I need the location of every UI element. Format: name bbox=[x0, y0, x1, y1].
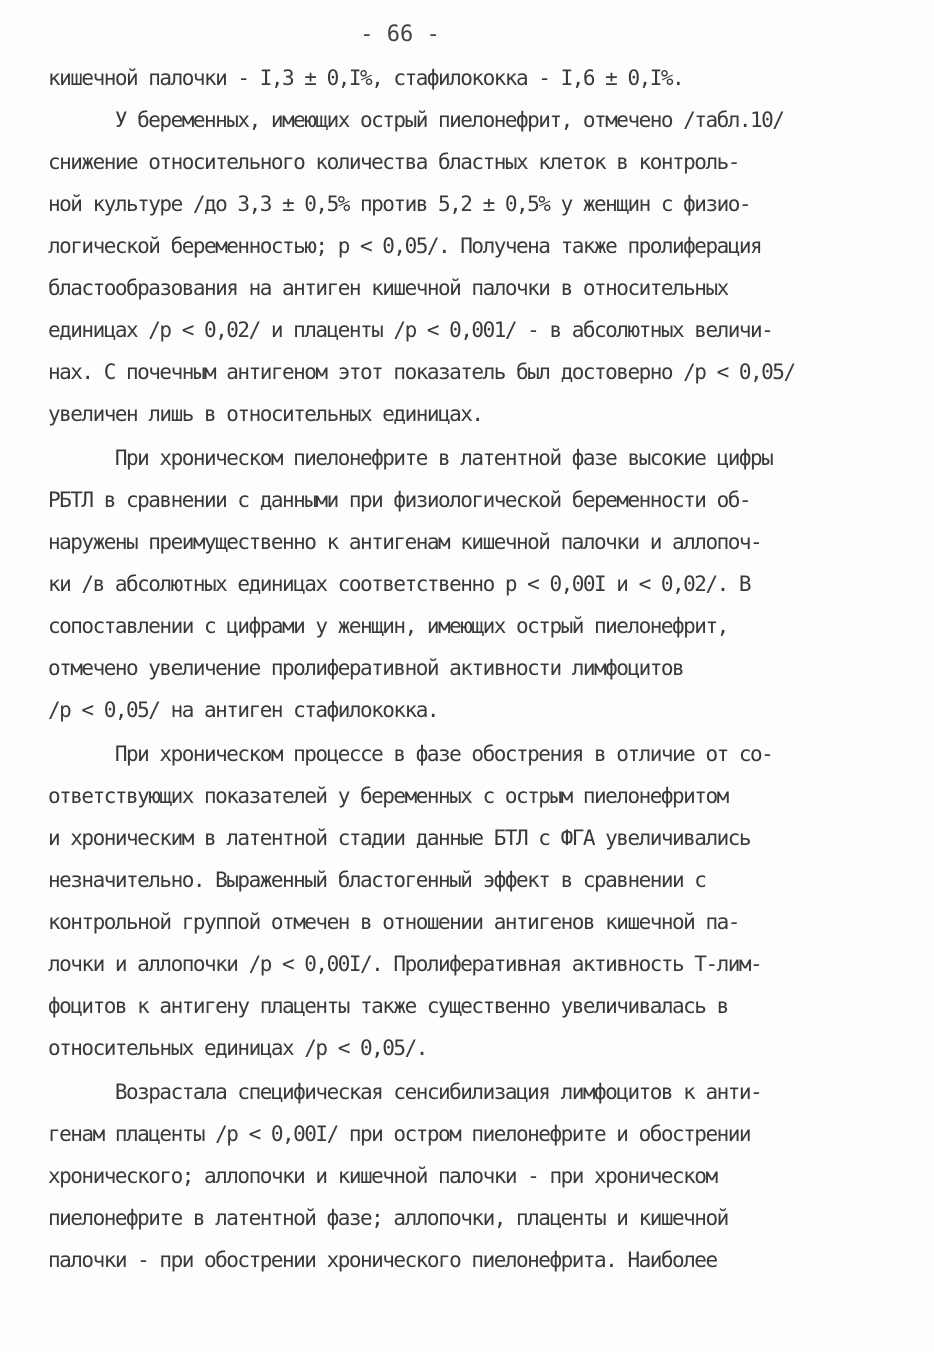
text-line: единицах /p < 0,02/ и плаценты /p < 0,001/ - в абсолютных величи- bbox=[48, 318, 773, 342]
text-line: ки /в абсолютных единицах соответственно p < 0,00I и < 0,02/. В bbox=[48, 572, 751, 596]
text-line: При хроническом процессе в фазе обострения в отличие от со- bbox=[48, 742, 773, 766]
page-number: - 66 - bbox=[360, 22, 440, 47]
text-line: Возрастала специфическая сенсибилизация лимфоцитов к анти- bbox=[48, 1080, 762, 1104]
text-line: кишечной палочки - I,3 ± 0,I%, стафилококка - I,6 ± 0,I%. bbox=[48, 66, 684, 90]
text-line: генам плаценты /p < 0,00I/ при остром пиелонефрите и обострении bbox=[48, 1122, 751, 1146]
text-line: относительных единицах /p < 0,05/. bbox=[48, 1036, 427, 1060]
text-line: хронического; аллопочки и кишечной палочки - при хроническом bbox=[48, 1164, 717, 1188]
text-line: снижение относительного количества бластных клеток в контроль- bbox=[48, 150, 739, 174]
text-line: фоцитов к антигену плаценты также существенно увеличивалась в bbox=[48, 994, 728, 1018]
text-line: логической беременностью; p < 0,05/. Получена также пролиферация bbox=[48, 234, 762, 258]
text-line: пиелонефрите в латентной фазе; аллопочки, плаценты и кишечной bbox=[48, 1206, 728, 1230]
text-line: наружены преимущественно к антигенам кишечной палочки и аллопоч- bbox=[48, 530, 762, 554]
text-line: контрольной группой отмечен в отношении антигенов кишечной па- bbox=[48, 910, 739, 934]
text-line: лочки и аллопочки /p < 0,00I/. Пролиферативная активность Т-лим- bbox=[48, 952, 762, 976]
text-line: У беременных, имеющих острый пиелонефрит, отмечено /табл.10/ bbox=[48, 108, 784, 132]
text-line: и хроническим в латентной стадии данные БТЛ с ФГА увеличивались bbox=[48, 826, 751, 850]
text-line: ответствующих показателей у беременных с острым пиелонефритом bbox=[48, 784, 728, 808]
text-line: бластообразования на антиген кишечной палочки в относительных bbox=[48, 276, 728, 300]
text-line: палочки - при обострении хронического пиелонефрита. Наиболее bbox=[48, 1248, 717, 1272]
text-line: увеличен лишь в относительных единицах. bbox=[48, 402, 483, 426]
text-line: При хроническом пиелонефрите в латентной фазе высокие цифры bbox=[48, 446, 773, 470]
text-line: ной культуре /до 3,3 ± 0,5% против 5,2 ± 0,5% у женщин с физио- bbox=[48, 192, 751, 216]
text-line: РБТЛ в сравнении с данными при физиологической беременности об- bbox=[48, 488, 751, 512]
text-line: отмечено увеличение пролиферативной активности лимфоцитов bbox=[48, 656, 684, 680]
text-line: незначительно. Выраженный бластогенный эффект в сравнении с bbox=[48, 868, 706, 892]
text-line: /p < 0,05/ на антиген стафилококка. bbox=[48, 698, 439, 722]
text-line: нах. С почечным антигеном этот показатель был достоверно /p < 0,05/ bbox=[48, 360, 795, 384]
text-line: сопоставлении с цифрами у женщин, имеющих острый пиелонефрит, bbox=[48, 614, 728, 638]
